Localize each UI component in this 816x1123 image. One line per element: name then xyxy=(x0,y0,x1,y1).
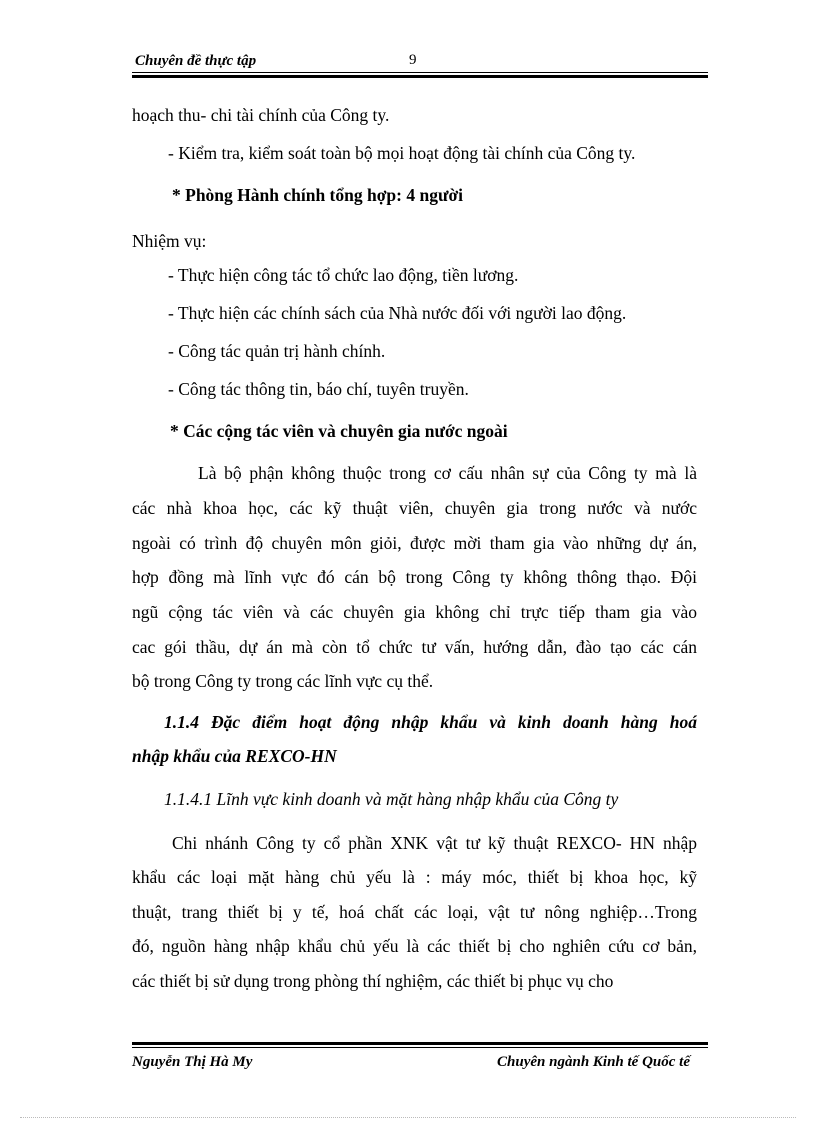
list-item: - Công tác thông tin, báo chí, tuyên truyền. xyxy=(168,379,469,399)
document-body xyxy=(132,0,697,1040)
paragraph-line: các thiết bị sử dụng trong phòng thí nghiệm, các thiết bị phục vụ cho xyxy=(132,971,614,991)
page-number: 9 xyxy=(409,52,417,68)
paragraph-line: bộ trong Công ty trong các lĩnh vực cụ thể. xyxy=(132,671,434,691)
paragraph-line: ngoài có trình độ chuyên môn giỏi, được mời tham gia vào những dự án, xyxy=(132,533,697,553)
subsection-heading-1-1-4-1: 1.1.4.1 Lĩnh vực kinh doanh và mặt hàng nhập khẩu của Công ty xyxy=(164,789,619,809)
text-line: hoạch thu- chi tài chính của Công ty. xyxy=(132,105,390,125)
paragraph-line: Là bộ phận không thuộc trong cơ cấu nhân sự của Công ty mà là xyxy=(198,463,697,483)
list-item: - Công tác quản trị hành chính. xyxy=(168,341,386,361)
footer-major: Chuyên ngành Kinh tế Quốc tế xyxy=(497,1054,690,1070)
text-line: Nhiệm vụ: xyxy=(132,231,207,251)
heading-cong-tac-vien: * Các cộng tác viên và chuyên gia nước ngoài xyxy=(170,421,508,441)
section-heading-1-1-4: 1.1.4 Đặc điểm hoạt động nhập khẩu và kinh doanh hàng hoá xyxy=(164,712,697,732)
footer-rule-thick xyxy=(132,1042,708,1045)
paragraph-line: thuật, trang thiết bị y tế, hoá chất các loại, vật tư nông nghiệp…Trong xyxy=(132,902,697,922)
paragraph-line: cac gói thầu, dự án mà còn tổ chức tư vấn, hướng dẫn, đào tạo các cán xyxy=(132,637,697,657)
page-edge-dotted-line xyxy=(20,1117,796,1118)
text-line: - Kiểm tra, kiểm soát toàn bộ mọi hoạt động tài chính của Công ty. xyxy=(168,143,636,163)
paragraph-line: ngũ cộng tác viên và các chuyên gia không chỉ trực tiếp tham gia vào xyxy=(132,602,697,622)
footer-rule-thin xyxy=(132,1047,708,1048)
page-footer xyxy=(132,1042,708,1082)
heading-hanh-chinh: * Phòng Hành chính tổng hợp: 4 người xyxy=(172,185,464,205)
paragraph-line: khẩu các loại mặt hàng chủ yếu là : máy móc, thiết bị khoa học, kỹ xyxy=(132,867,697,887)
footer-author: Nguyễn Thị Hà My xyxy=(132,1054,253,1070)
section-heading-1-1-4-cont: nhập khẩu của REXCO-HN xyxy=(132,746,337,766)
paragraph-line: Chi nhánh Công ty cổ phần XNK vật tư kỹ thuật REXCO- HN nhập xyxy=(172,833,697,853)
paragraph-line: các nhà khoa học, các kỹ thuật viên, chuyên gia trong nước và nước xyxy=(132,498,697,518)
list-item: - Thực hiện các chính sách của Nhà nước đối với người lao động. xyxy=(168,303,627,323)
paragraph-line: hợp đồng mà lĩnh vực đó cán bộ trong Công ty không thông thạo. Đội xyxy=(132,567,697,587)
list-item: - Thực hiện công tác tổ chức lao động, tiền lương. xyxy=(168,265,519,285)
header-title: Chuyên đề thực tập xyxy=(135,53,257,69)
paragraph-line: đó, nguồn hàng nhập khẩu chủ yếu là các thiết bị cho nghiên cứu cơ bản, xyxy=(132,936,697,956)
